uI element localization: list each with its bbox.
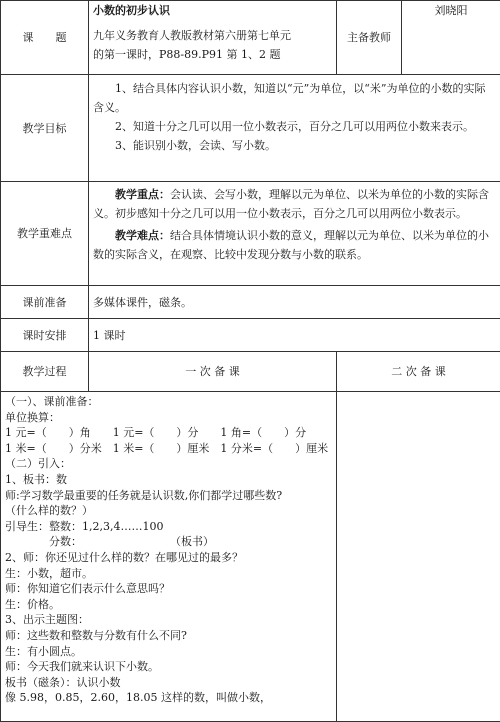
- teacher-name: 刘晓阳: [402, 1, 500, 75]
- process-label: 教学过程: [1, 352, 89, 392]
- process-line: 1 米=（ ）分米 1 米=（ ）厘米 1 分米=（ ）厘米: [5, 441, 332, 457]
- keypoints-label: 教学重难点: [1, 182, 89, 286]
- teacher-label: 主备教师: [337, 1, 402, 75]
- difficulty-text: 结合具体情境认识小数的意义，理解以元为单位、以米为单位的小数的实际含义，在观察、比较中发现分数与小数的联系。: [93, 229, 489, 261]
- keypoints-row: [1, 182, 500, 286]
- goals-content: [89, 75, 500, 182]
- keypoints-content: [89, 182, 500, 286]
- topic-cell: [89, 1, 337, 75]
- prep-label: 课前准备: [1, 286, 89, 319]
- first-prep-content: [1, 392, 337, 722]
- difficulty-paragraph: [93, 226, 496, 264]
- process-line: 师:学习数学最重要的任务就是认识数,你们都学过哪些数?: [5, 488, 332, 504]
- goals-label: 教学目标: [1, 75, 89, 182]
- process-line: 1 元=（ ）角 1 元=（ ）分 1 角=（ ）分: [5, 425, 332, 441]
- second-prep-content: [337, 392, 500, 722]
- goal-item: 3、能识别小数，会读、写小数。: [93, 136, 496, 155]
- schedule-label: 课时安排: [1, 319, 89, 352]
- goals-row: [1, 75, 500, 182]
- first-prep-header: 一 次 备 课: [89, 352, 337, 392]
- prep-row: [1, 286, 500, 319]
- goal-item: 2、知道十分之几可以用一位小数表示，百分之几可以用两位小数来表示。: [93, 117, 496, 136]
- process-line: （一）、课前准备：: [5, 394, 332, 410]
- process-line: 板书（磁条）：认识小数: [5, 675, 332, 691]
- process-line: 生：价格。: [5, 597, 332, 613]
- process-line: （什么样的数？）: [5, 503, 332, 519]
- topic-line-1: 九年义务教育人教版教材第六册第七单元: [93, 26, 332, 45]
- topic-line-2: 的第一课时，P88-89.P91 第 1、2 题: [93, 45, 332, 64]
- prep-text: 多媒体课件，磁条。: [89, 286, 500, 319]
- process-line: 1、板书：数: [5, 472, 332, 488]
- process-line: 师：你知道它们表示什么意思吗？: [5, 581, 332, 597]
- process-content-row: [1, 392, 500, 722]
- schedule-row: [1, 319, 500, 352]
- process-line: 引导生：整数：1,2,3,4……100: [5, 519, 332, 535]
- process-line: 师：今天我们就来认识下小数。: [5, 659, 332, 675]
- process-header-row: [1, 352, 500, 392]
- focus-text: 会认读、会写小数，理解以元为单位、以米为单位的小数的实际含义。初步感知十分之几可以用一位小数表示，百分之几可以用两位小数表示。: [93, 188, 489, 220]
- process-line: 2、师：你还见过什么样的数？在哪见过的最多？: [5, 550, 332, 566]
- process-line: 生：有小圆点。: [5, 644, 332, 660]
- difficulty-title: 教学难点：: [115, 229, 170, 242]
- process-line: 3、出示主题图：: [5, 612, 332, 628]
- process-line: 生：小数，超市。: [5, 566, 332, 582]
- process-line: 分数： （板书）: [5, 534, 332, 550]
- focus-paragraph: [93, 185, 496, 223]
- schedule-text: 1 课时: [89, 319, 500, 352]
- goal-item: 1、结合具体内容认识小数，知道以“元”为单位，以“米”为单位的小数的实际含义。: [93, 79, 496, 117]
- focus-title: 教学重点：: [115, 188, 170, 201]
- process-line: 单位换算：: [5, 410, 332, 426]
- process-line: 像 5.98，0.85，2.60，18.05 这样的数，叫做小数，: [5, 690, 332, 706]
- second-prep-header: 二 次 备 课: [337, 352, 500, 392]
- process-line: 师：这些数和整数与分数有什么不同?: [5, 628, 332, 644]
- process-line: （二）引入：: [5, 456, 332, 472]
- topic-row: [1, 1, 500, 75]
- topic-title: 小数的初步认识: [93, 1, 332, 20]
- topic-label: 课 题: [1, 1, 89, 75]
